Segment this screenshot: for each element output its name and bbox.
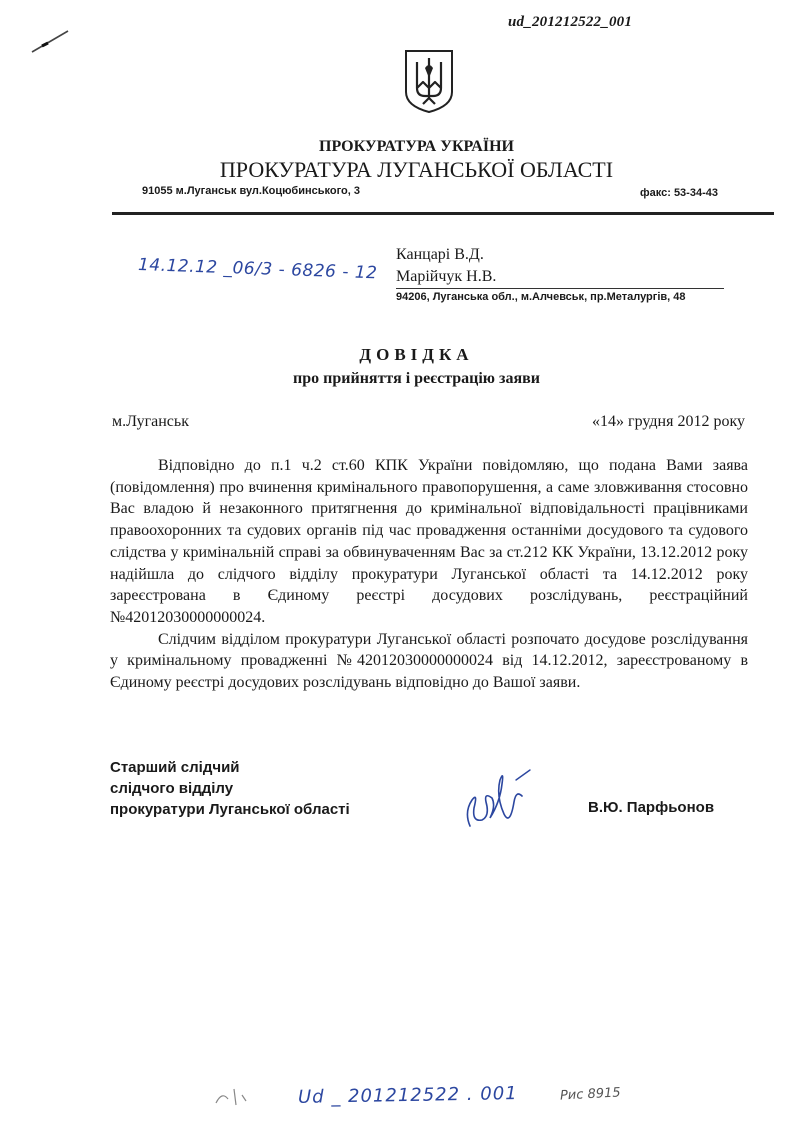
document-subtitle: про прийняття і реєстрацію заяви: [293, 370, 540, 387]
recipient-underline: [396, 288, 724, 289]
header-divider: [112, 212, 774, 215]
recipient-name-2: Марійчук Н.В.: [396, 268, 497, 285]
position-line-1: Старший слідчий: [110, 759, 240, 776]
place: м.Луганськ: [112, 413, 189, 430]
org-name-region: ПРОКУРАТУРА ЛУГАНСЬКОЇ ОБЛАСТІ: [219, 157, 614, 182]
handwritten-registration-number: 14.12.12 _06/3 - 6826 - 12: [137, 255, 378, 284]
trident-emblem-icon: [403, 48, 455, 114]
recipient-address: 94206, Луганська обл., м.Алчевськ, пр.Металургів, 48: [396, 291, 686, 303]
org-address: 91055 м.Луганськ вул.Коцюбинського, 3: [142, 185, 360, 197]
org-fax: факс: 53-34-43: [640, 187, 718, 199]
document-title: ДОВІДКА: [359, 345, 474, 364]
document-id: ud_201212522_001: [508, 14, 633, 30]
document-date: «14» грудня 2012 року: [592, 413, 745, 430]
handwritten-footer-id: Ud _ 201212522 . 001: [297, 1083, 518, 1108]
signatory-name: В.Ю. Парфьонов: [588, 799, 715, 816]
pen-mark: [212, 1085, 252, 1107]
body-paragraph-1: Відповідно до п.1 ч.2 ст.60 КПК України повідомляю, що подана Вами заява (повідомлення) про вчинення кримінального правопорушення, а саме зловживання стосовно Вас владою й незаконного притягнення до кримінальної відповідальності працівниками правоохоронних та судових органів під час провадження останніми досудового та судового слідства у кримінальній справі за обвинуваченням Вас за ст.212 КК України, 13.12.2012 року надійшла до слідчого відділу прокуратури Луганської області та 14.12.2012 року зареєстрована в Єдиному реєстрі досудових розслідувань, реєстраційний №42012030000000024.: [110, 457, 748, 626]
handwritten-signature: [456, 762, 546, 838]
staple-icon: [28, 28, 72, 54]
recipient-name-1: Канцарі В.Д.: [396, 246, 484, 263]
signatory-position: [110, 757, 350, 820]
position-line-3: прокуратури Луганської області: [110, 801, 350, 818]
handwritten-footer-note: Рис 8915: [559, 1085, 622, 1104]
body-paragraph-2: Слідчим відділом прокуратури Луганської області розпочато досудове розслідування у кримінальному провадженні №42012030000000024 від 14.12.2012, зареєстрованому в Єдиному реєстрі досудових розслідувань відповідно до Вашої заяви.: [110, 630, 748, 692]
org-name-ukraine: ПРОКУРАТУРА УКРАЇНИ: [319, 138, 514, 155]
document-body: [110, 455, 748, 694]
position-line-2: слідчого відділу: [110, 780, 234, 797]
